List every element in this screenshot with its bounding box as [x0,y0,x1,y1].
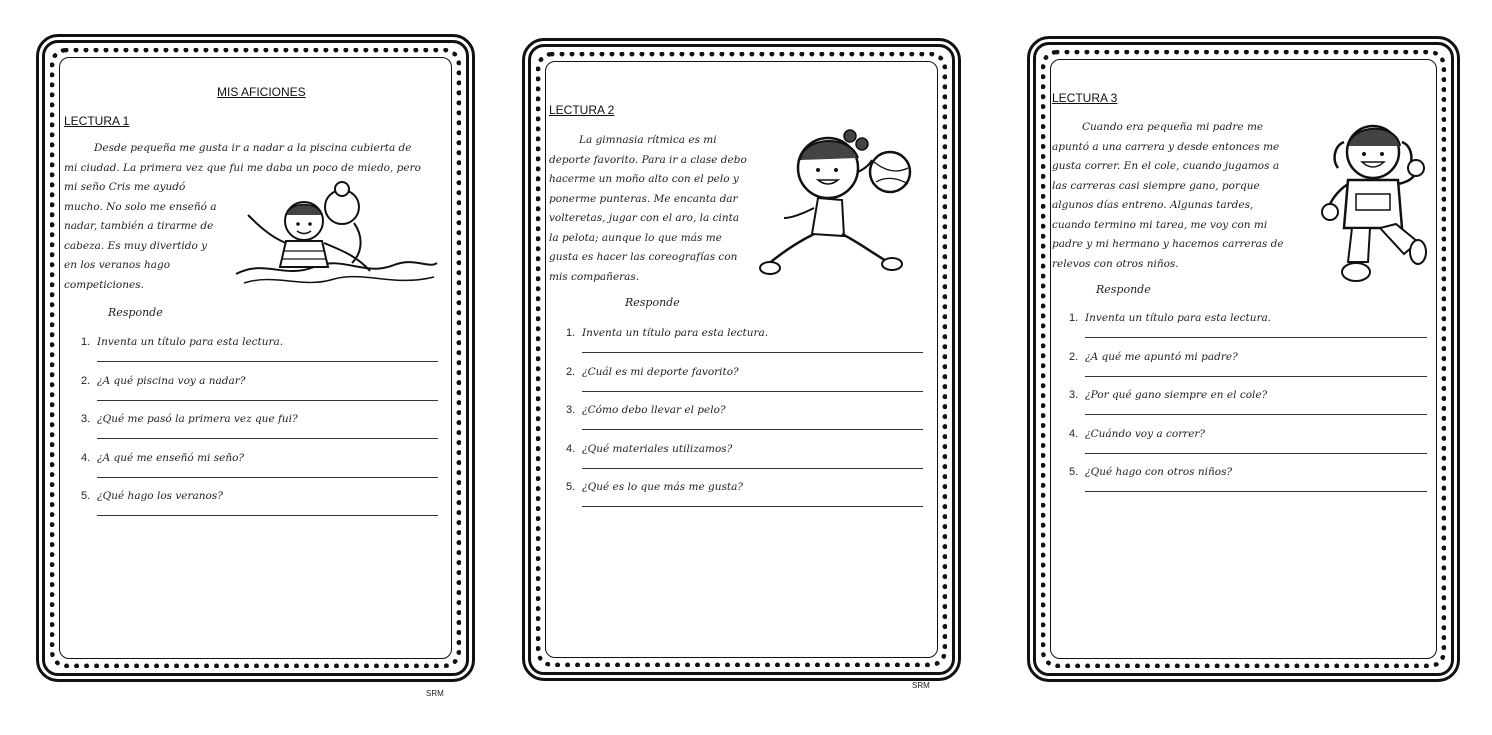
question-number: 5. [1069,466,1079,478]
question-item [1069,389,1427,428]
question-item [566,366,923,405]
question-text: Inventa un título para esta lectura. [582,327,769,339]
reading-line: mucho. No solo me enseñó a [64,200,217,213]
reading-line: mis compañeras. [549,270,640,283]
question-number: 4. [566,442,576,455]
reading-line: gusta correr. En el cole, cuando jugamos a [1052,160,1280,172]
question-text: ¿Qué es lo que más me gusta? [582,481,743,493]
swimming-children-illustration [234,179,439,291]
question-text: Inventa un título para esta lectura. [97,336,284,348]
responde-label: Responde [625,296,680,309]
reading-line: Desde pequeña me gusta ir a nadar a la piscina cubierta de [94,142,412,154]
reading-line: las carreras casi siempre gano, porque [1052,179,1260,192]
question-item [81,413,438,452]
question-text: ¿Cuál es mi deporte favorito? [582,365,739,378]
question-text: ¿A qué me enseñó mi seño? [97,451,245,464]
answer-line[interactable] [97,438,438,439]
question-list [1069,312,1427,505]
question-item [566,481,923,520]
answer-line[interactable] [1085,337,1427,338]
reading-line: hacerme un moño alto con el pelo y [549,173,739,185]
answer-line[interactable] [97,515,438,516]
reading-line: Cuando era pequeña mi padre me [1082,121,1264,133]
worksheet-page-1 [36,34,475,682]
lectura-title: LECTURA 2 [549,103,615,117]
reading-line: cabeza. Es muy divertido y [64,239,208,252]
answer-line[interactable] [1085,453,1427,454]
question-number: 4. [1069,427,1079,440]
lectura-title: LECTURA 3 [1052,91,1118,105]
reading-line: algunos días entreno. Algunas tardes, [1052,199,1254,211]
question-item [1069,351,1427,390]
reading-line: mi ciudad. La primera vez que fui me daba un poco de miedo, pero [64,161,421,174]
answer-line[interactable] [582,391,923,392]
question-item [81,452,438,491]
question-text: ¿Qué materiales utilizamos? [582,442,733,455]
question-number: 1. [566,327,576,339]
responde-label: Responde [1096,283,1151,296]
running-girl-illustration [1318,116,1433,286]
answer-line[interactable] [582,429,923,430]
question-item [81,375,438,414]
lectura-title: LECTURA 1 [64,114,130,128]
worksheet-page-2 [522,38,961,681]
question-number: 3. [81,413,91,425]
question-item [566,327,923,366]
reading-line: apuntó a una carrera y desde entonces me [1052,140,1280,153]
reading-line: volteretas, jugar con el aro, la cinta [549,212,740,224]
footer-initials: SRM [912,681,930,690]
question-text: ¿Cómo debo llevar el pelo? [582,404,726,416]
question-list [81,336,438,529]
question-text: ¿Cuándo voy a correr? [1085,427,1206,440]
answer-line[interactable] [582,506,923,507]
reading-line: padre y mi hermano y hacemos carreras de [1052,238,1284,250]
answer-line[interactable] [1085,376,1427,377]
question-text: ¿Qué hago con otros niños? [1085,466,1233,478]
reading-line: nadar, también a tirarme de [64,220,214,232]
reading-text [1052,118,1302,274]
worksheet-page-3 [1027,36,1460,682]
answer-line[interactable] [1085,491,1427,492]
responde-label: Responde [108,306,163,319]
answer-line[interactable] [1085,414,1427,415]
question-number: 5. [566,481,576,493]
question-text: ¿A qué me apuntó mi padre? [1085,350,1238,363]
question-item [81,336,438,375]
question-list [566,327,923,520]
question-number: 1. [1069,312,1079,324]
reading-line: gusta es hacer las coreografías con [549,251,738,263]
question-item [1069,466,1427,505]
reading-line: ponerme punteras. Me encanta dar [549,192,738,205]
page-title: MIS AFICIONES [217,85,306,99]
question-number: 2. [1069,350,1079,363]
question-number: 4. [81,451,91,464]
reading-line: en los veranos hago [64,259,171,271]
reading-line: mi seño Cris me ayudó [64,181,186,193]
reading-line: cuando termino mi tarea, me voy con mi [1052,218,1268,231]
question-item [1069,428,1427,467]
question-text: ¿Qué me pasó la primera vez que fui? [97,413,298,425]
reading-line: competiciones. [64,278,144,291]
question-item [566,404,923,443]
answer-line[interactable] [97,400,438,401]
gymnast-illustration [758,122,926,287]
question-number: 3. [1069,389,1079,401]
question-text: ¿Qué hago los veranos? [97,490,223,502]
question-item [81,490,438,529]
question-number: 1. [81,336,91,348]
answer-line[interactable] [97,361,438,362]
reading-line: relevos con otros niños. [1052,257,1179,270]
question-number: 2. [81,374,91,387]
answer-line[interactable] [582,352,923,353]
question-number: 2. [566,365,576,378]
question-number: 3. [566,404,576,416]
question-text: ¿A qué piscina voy a nadar? [97,374,246,387]
question-text: Inventa un título para esta lectura. [1085,312,1272,324]
question-item [1069,312,1427,351]
footer-initials: SRM [426,689,444,698]
answer-line[interactable] [97,477,438,478]
reading-line: deporte favorito. Para ir a clase debo [549,153,747,166]
question-text: ¿Por qué gano siempre en el cole? [1085,389,1268,401]
reading-line: La gimnasia rítmica es mi [579,134,717,146]
answer-line[interactable] [582,468,923,469]
reading-text [549,131,769,287]
reading-line: la pelota; aunque lo que más me [549,231,722,244]
question-item [566,443,923,482]
question-number: 5. [81,490,91,502]
